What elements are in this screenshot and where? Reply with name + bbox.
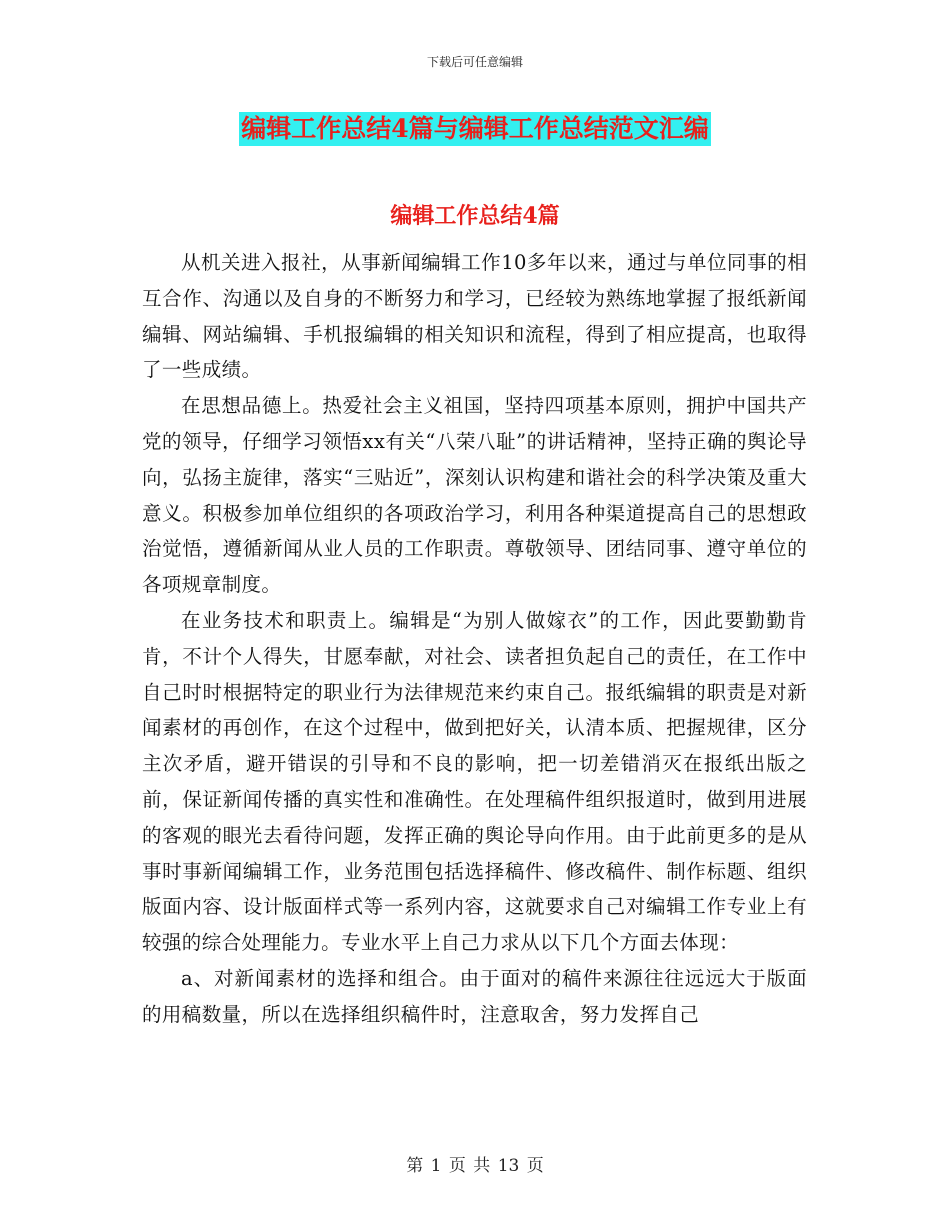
page-header-note: 下载后可任意编辑 (426, 55, 523, 69)
section-title: 编辑工作总结4篇 (390, 203, 560, 229)
document-body (142, 245, 807, 1033)
paragraph-1: 从机关进入报社，从事新闻编辑工作10多年以来，通过与单位同事的相互合作、沟通以及自身的不断努力和学习，已经较为熟练地掌握了报纸新闻编辑、网站编辑、手机报编辑的相关知识和流程，得到了相应提高，也取得了一些成绩。 (142, 251, 807, 382)
page-number-footer: 第 1 页 共 13 页 (406, 1156, 544, 1176)
paragraph-3: 在业务技术和职责上。编辑是“为别人做嫁衣”的工作，因此要勤勤肯肯，不计个人得失，甘愿奉献，对社会、读者担负起自己的责任，在工作中自己时时根据特定的职业行为法律规范来约束自己。报纸编辑的职责是对新闻素材的再创作，在这个过程中，做到把好关，认清本质、把握规律，区分主次矛盾，避开错误的引导和不良的影响，把一切差错消灭在报纸出版之前，保证新闻传播的真实性和准确性。在处理稿件组织报道时，做到用进展的客观的眼光去看待问题，发挥正确的舆论导向作用。由于此前更多的是从事时事新闻编辑工作，业务范围包括选择稿件、修改稿件、制作标题、组织版面内容、设计版面样式等一系列内容，这就要求自己对编辑工作专业上有较强的综合处理能力。专业水平上自己力求从以下几个方面去体现： (142, 608, 807, 955)
paragraph-2: 在思想品德上。热爱社会主义祖国，坚持四项基本原则，拥护中国共产党的领导，仔细学习领悟xx有关“八荣八耻”的讲话精神，坚持正确的舆论导向，弘扬主旋律，落实“三贴近”，深刻认识构建和谐社会的科学决策及重大意义。积极参加单位组织的各项政治学习，利用各种渠道提高自己的思想政治觉悟，遵循新闻从业人员的工作职责。尊敬领导、团结同事、遵守单位的各项规章制度。 (142, 394, 807, 597)
paragraph-4: a、对新闻素材的选择和组合。由于面对的稿件来源往往远远大于版面的用稿数量，所以在选择组织稿件时，注意取舍，努力发挥自己 (142, 966, 807, 1026)
document-title: 编辑工作总结4篇与编辑工作总结范文汇编 (239, 112, 710, 146)
document-title-container (0, 112, 950, 146)
